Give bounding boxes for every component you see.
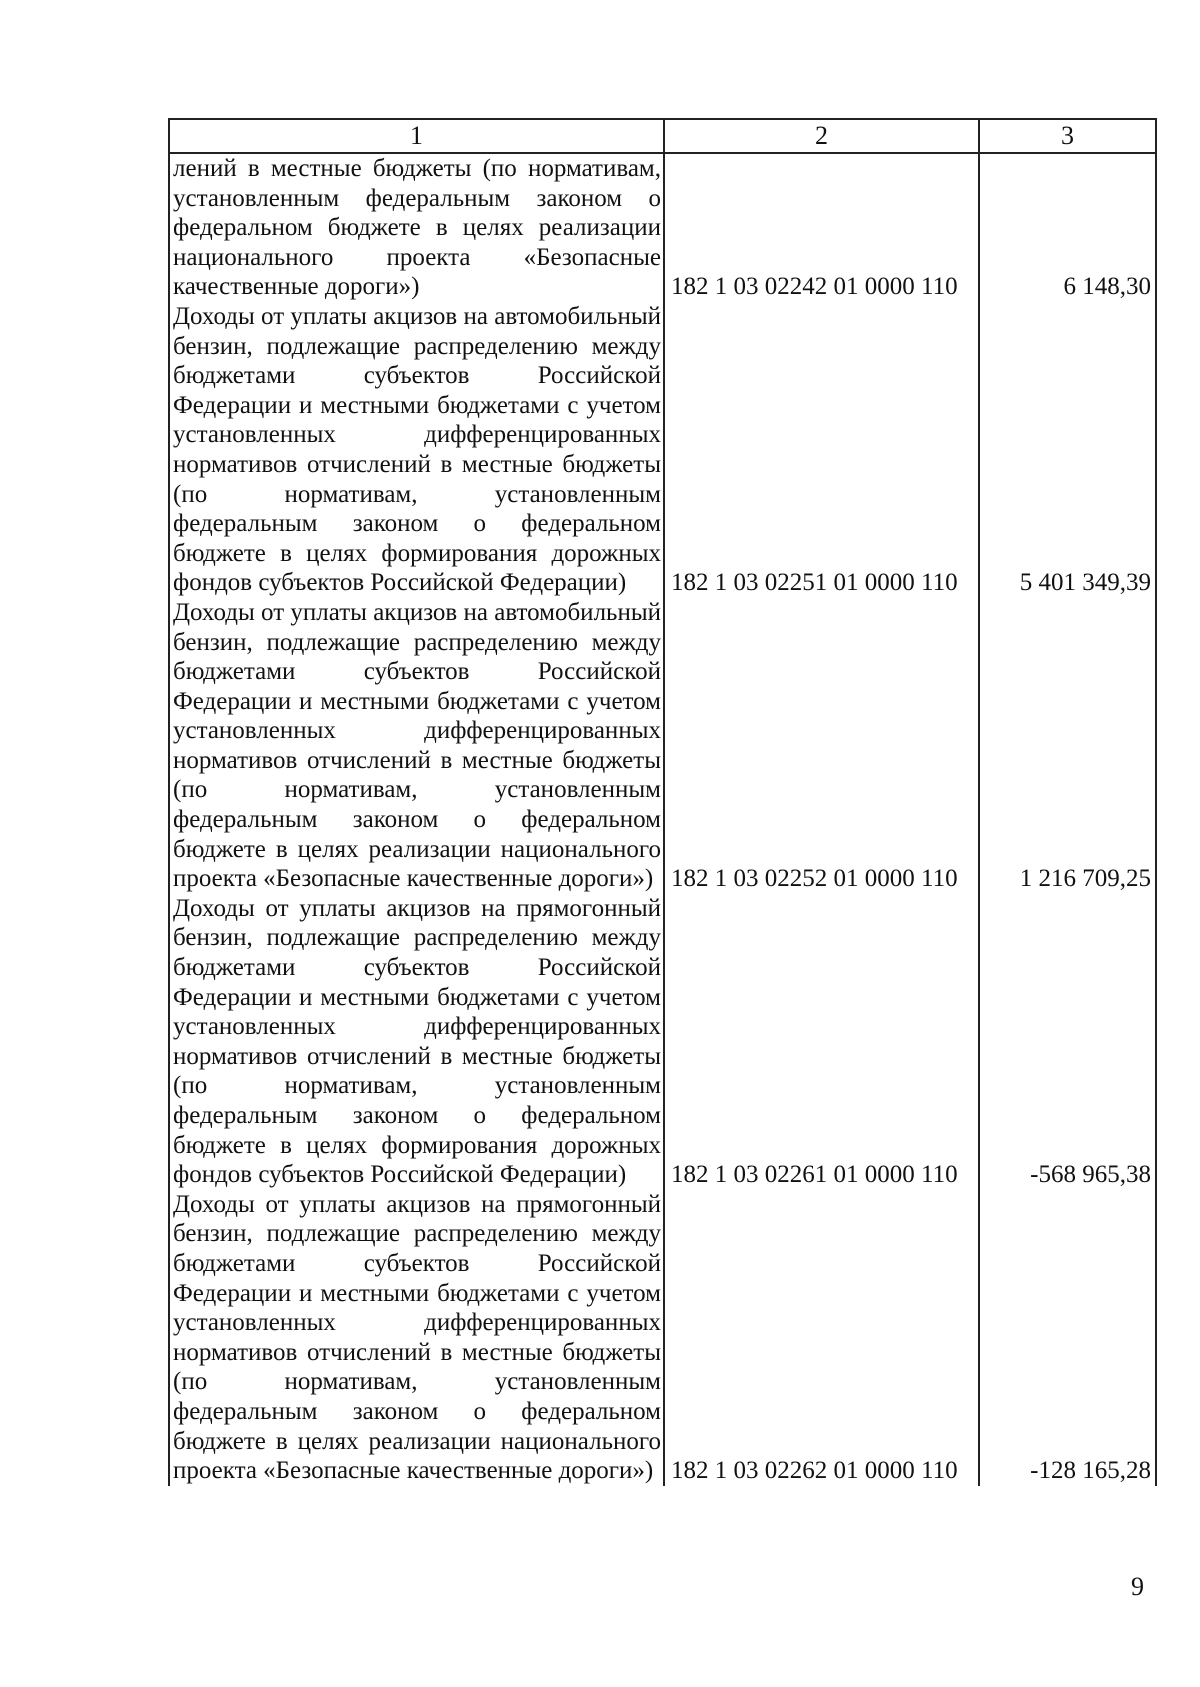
row-budget-code: 182 1 03 02252 01 0000 110 xyxy=(664,598,979,894)
row-description: Доходы от уплаты акцизов на прямогонный бензин, подлежащие распределению между бюджетами субъектов Российской Федерации и местными бюджетами с учетом установленных дифференцированных нормативов отчислений в местные бюджеты (по нормативам, установленным федеральным законом о федеральном бюджете в целях реализации национального проекта «Безопасные качественные дороги») xyxy=(169,1190,664,1486)
budget-revenue-table xyxy=(168,118,1157,1486)
row-budget-code: 182 1 03 02262 01 0000 110 xyxy=(664,1190,979,1486)
column-header-1: 1 xyxy=(169,119,664,153)
table-row xyxy=(169,1190,1156,1486)
row-description: Доходы от уплаты акцизов на автомобильный бензин, подлежащие распределению между бюджетами субъектов Российской Федерации и местными бюджетами с учетом установленных дифференцированных нормативов отчислений в местные бюджеты (по нормативам, установленным федеральным законом о федеральном бюджете в целях формирования дорожных фондов субъектов Российской Федерации) xyxy=(169,302,664,598)
row-amount: 1 216 709,25 xyxy=(979,598,1156,894)
column-header-3: 3 xyxy=(979,119,1156,153)
column-header-2: 2 xyxy=(664,119,979,153)
row-amount: 6 148,30 xyxy=(979,153,1156,302)
row-budget-code: 182 1 03 02242 01 0000 110 xyxy=(664,153,979,302)
table-row xyxy=(169,153,1156,302)
row-description: Доходы от уплаты акцизов на прямогонный бензин, подлежащие распределению между бюджетами субъектов Российской Федерации и местными бюджетами с учетом установленных дифференцированных нормативов отчислений в местные бюджеты (по нормативам, установленным федеральным законом о федеральном бюджете в целях формирования дорожных фондов субъектов Российской Федерации) xyxy=(169,894,664,1190)
row-budget-code: 182 1 03 02261 01 0000 110 xyxy=(664,894,979,1190)
page-number: 9 xyxy=(1131,1572,1144,1601)
row-amount: -128 165,28 xyxy=(979,1190,1156,1486)
row-description: лений в местные бюджеты (по нормативам, установленным федеральным законом о федеральном бюджете в целях реализации национального проекта «Безопасные качественные дороги») xyxy=(169,153,664,302)
table-row xyxy=(169,598,1156,894)
row-amount: -568 965,38 xyxy=(979,894,1156,1190)
row-description: Доходы от уплаты акцизов на автомобильный бензин, подлежащие распределению между бюджетами субъектов Российской Федерации и местными бюджетами с учетом установленных дифференцированных нормативов отчислений в местные бюджеты (по нормативам, установленным федеральным законом о федеральном бюджете в целях реализации национального проекта «Безопасные качественные дороги») xyxy=(169,598,664,894)
table-header-row xyxy=(169,119,1156,153)
table-row xyxy=(169,302,1156,598)
table-row xyxy=(169,894,1156,1190)
row-budget-code: 182 1 03 02251 01 0000 110 xyxy=(664,302,979,598)
row-amount: 5 401 349,39 xyxy=(979,302,1156,598)
